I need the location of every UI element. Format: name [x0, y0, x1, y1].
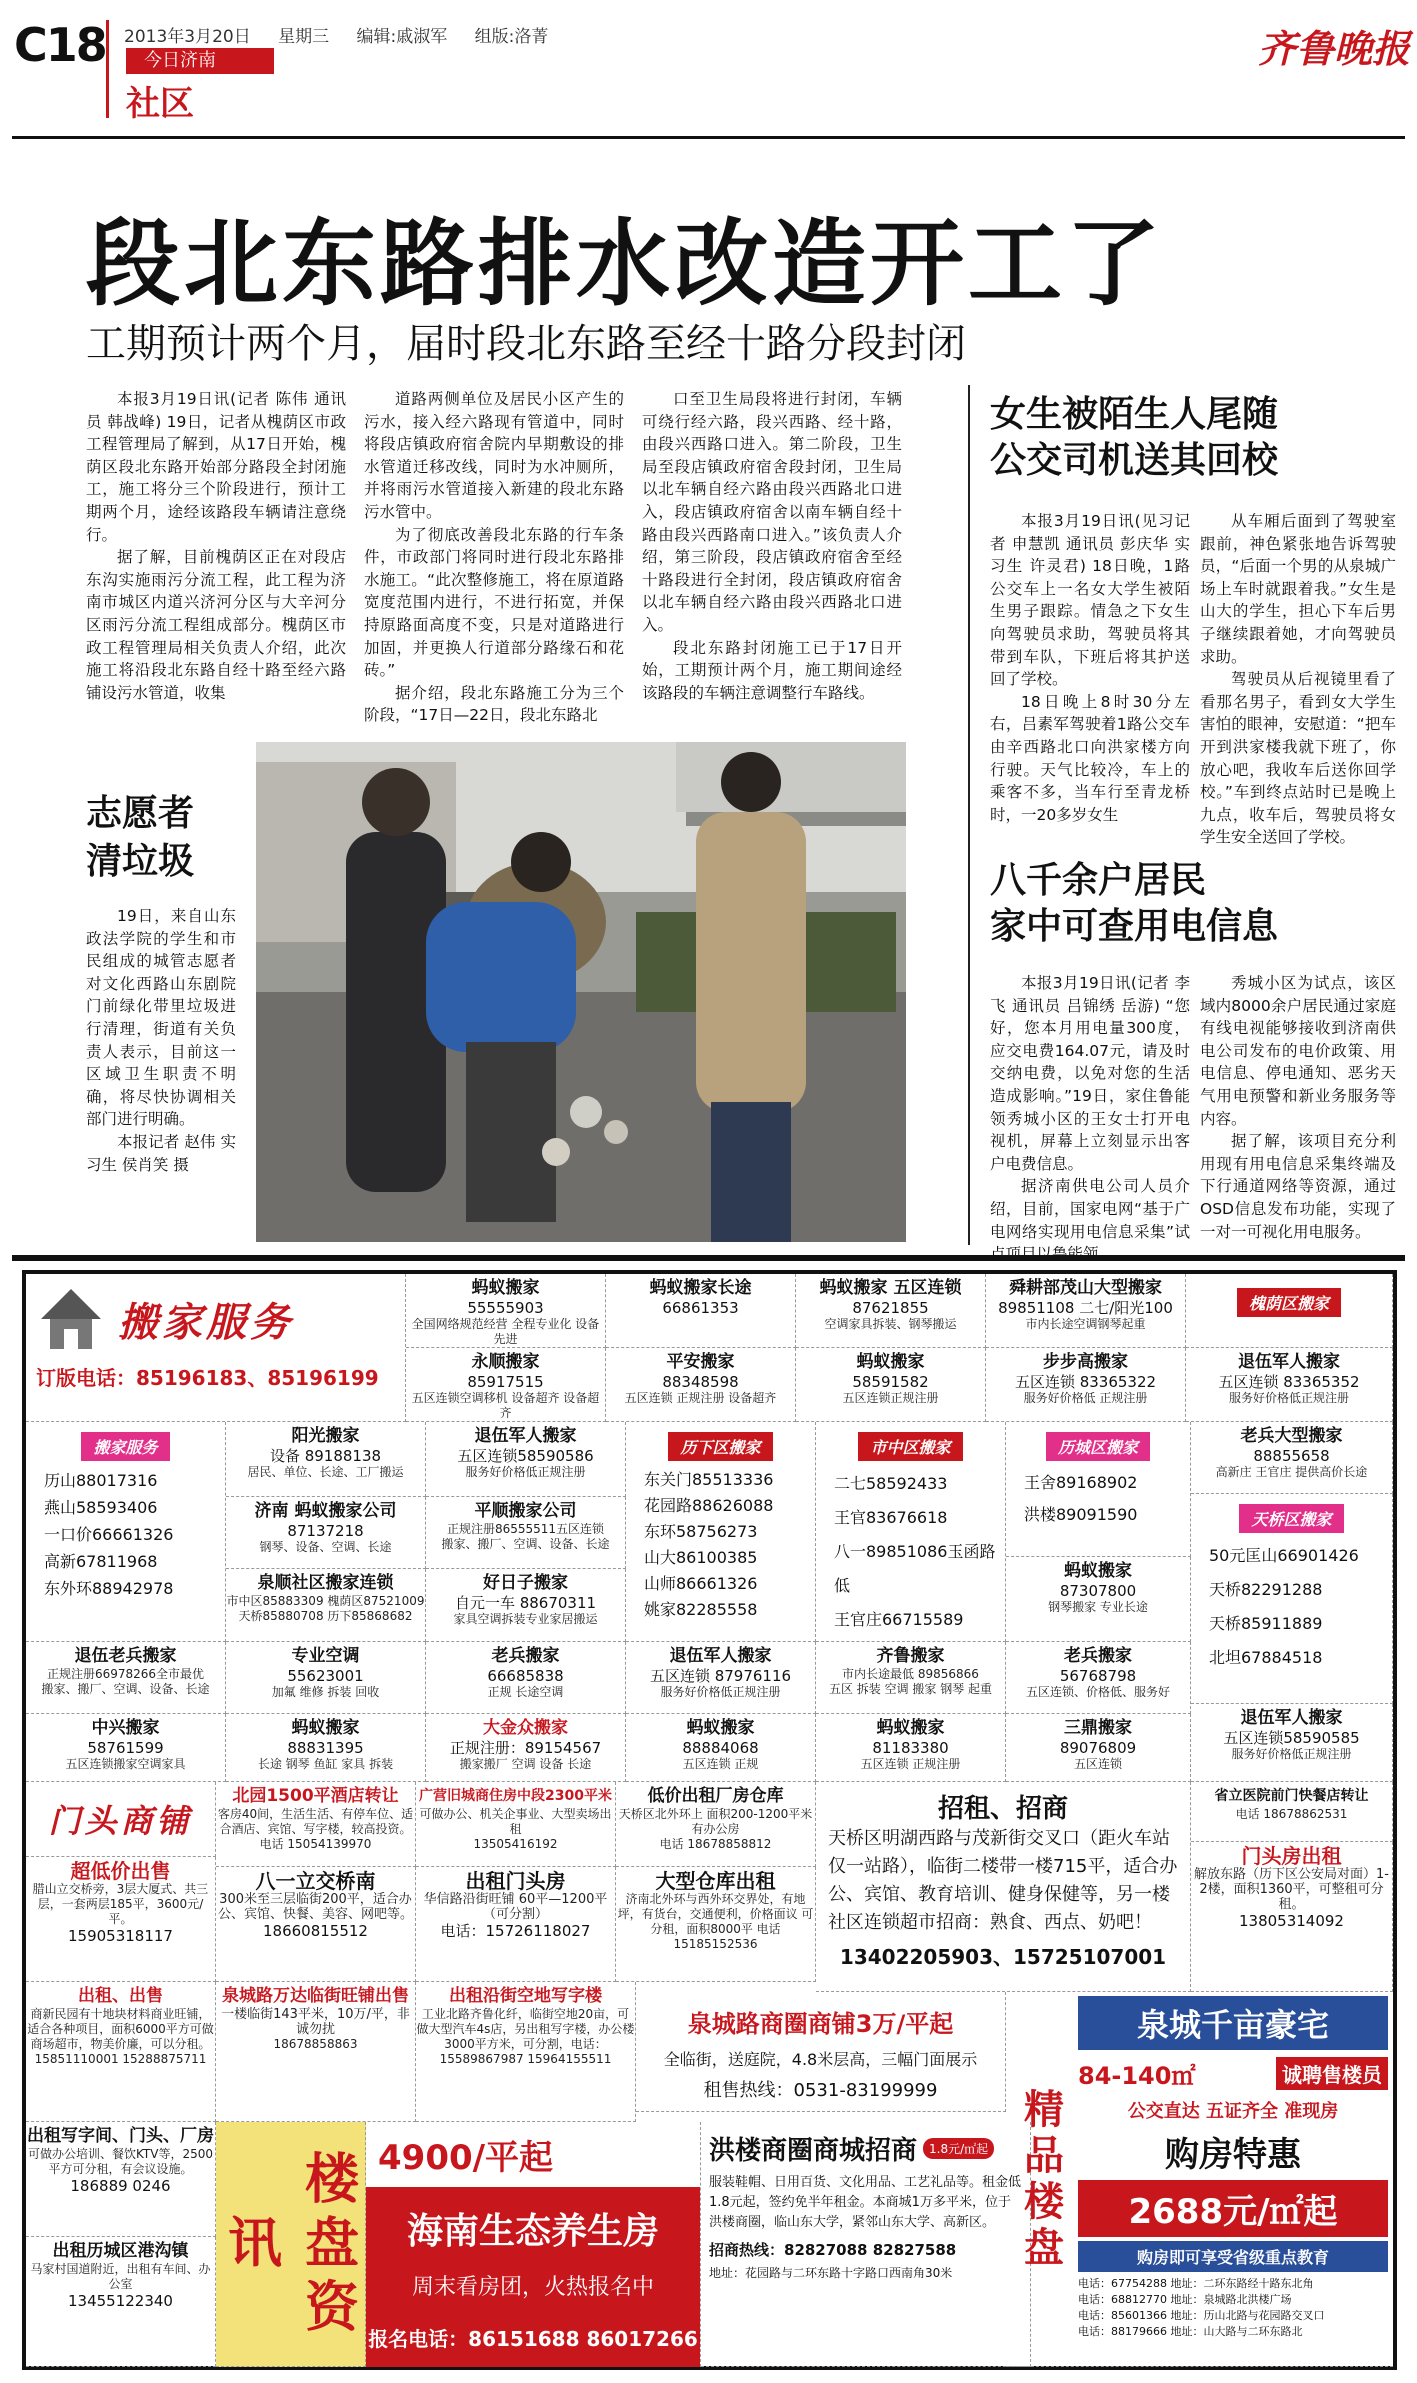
ad-cell: 蚂蚁搬家 88884068 五区连锁 正规 [626, 1714, 816, 1782]
shizhong-list: 市中区搬家 二七58592433 王官83676618 八一89851086玉函路低 王官庄66715589 [816, 1422, 1006, 1642]
qianmu-promo: 购房特惠 [1165, 2135, 1301, 2175]
main-col-3 [642, 388, 902, 733]
estate-title: 楼盘资讯 [219, 2150, 361, 2342]
ad-cell: 好日子搬家 自元一车 88670311 家具空调拆装专业家居搬运 [426, 1569, 626, 1642]
honglou-title: 洪楼商圈商城招商 [709, 2136, 918, 2166]
designer: 组版:洛菁 [474, 27, 549, 47]
paragraph: 为了彻底改善段北东路的行车条件，市政部门将同时进行段北东路排水施工。“此次整修施工，将在原道路宽度范围内进行，不进行拓宽，并保持原路面高度不变，只是对道路进行加固，并更换人行道部分路缘石和花砖。” [364, 525, 624, 680]
shop-ad: 门头房出租 解放东路（历下区公安局对面）1-2楼，面积1360平，可整租可分租。 13805314092 [1191, 1842, 1393, 1992]
qianmu-school: 购房即可享受省级重点教育 [1078, 2241, 1388, 2272]
ad-cell: 蚂蚁搬家 五区连锁 87621855 空调家具拆装、钢琴搬运 [796, 1274, 986, 1348]
honglou-badge: 1.8元/㎡起 [923, 2138, 994, 2159]
ad-cell: 蚂蚁搬家长途 66861353 [606, 1274, 796, 1348]
lixiaqu-list: 历下区搬家 东关门85513336 花园路88626088 东环58756273 山大86100385 山师86661326 姚家82285558 [626, 1422, 816, 1642]
ad-cell: 蚂蚁搬家 58591582 五区连锁正规注册 [796, 1348, 986, 1422]
ad-cell: 退伍军人搬家 五区连锁 83365352 服务好价格低正规注册 [1186, 1348, 1393, 1422]
ad-cell: 退伍军人搬家 五区连锁58590585 服务好价格低正规注册 [1191, 1704, 1393, 1782]
caption-credit: 本报记者 赵伟 实习生 侯肖笑 摄 [86, 1132, 236, 1174]
ad-cell: 平安搬家 88348598 五区连锁 正规注册 设备超齐 [606, 1348, 796, 1422]
moving-banner [26, 1274, 406, 1422]
ad-cell: 泉顺社区搬家连锁 市中区85883309 槐荫区87521009 天桥85880708 历下85868682 [226, 1569, 426, 1642]
header-rule [12, 136, 1405, 139]
qianmu-side: 精品楼盘 [1017, 2087, 1064, 2272]
ad-cell: 退伍军人搬家 五区连锁58590586 服务好价格低正规注册 [426, 1422, 626, 1497]
paragraph: 段北东路封闭施工已于17日开始，工期预计两个月，施工期间途经该路段的车辆注意调整行车路线。 [642, 638, 902, 702]
qianmu-contacts: 电话：67754288 地址：二环东路经十路东北角 电话：68812770 地址：泉城路北洪楼广场 电话：85601366 地址：历山北路与花园路交叉口 电话：88179666 地址：山大路与二环东路北 [1078, 2277, 1325, 2338]
paragraph: 据介绍，段北东路施工分为三个阶段，“17日—22日，段北东路北 [364, 683, 624, 725]
header-divider [106, 20, 109, 118]
ad-cell: 蚂蚁搬家 55555903 全国网络规范经营 全程专业化 设备先进 [406, 1274, 606, 1348]
page-number: C18 [14, 18, 106, 72]
ad-cell: 槐荫区搬家 [1186, 1274, 1393, 1348]
story3-col-1 [990, 972, 1190, 1247]
paragraph: 驾驶员从后视镜里看了看那名男子，看到女大学生害怕的眼神，安慰道：“把车开到洪家楼我就下班了，你放心吧，我收车后送你回学校。”车到终点站时已是晚上九点，收车后，驾驶员将女学生安全送回了学校。 [1200, 670, 1396, 847]
shop-ad: 出租历城区港沟镇 马家村国道附近，出租有车间、办公室 13455122340 [26, 2237, 216, 2367]
shop-ad: 八一立交桥南 300米至三层临街200平，适合办公、宾馆、快餐、美容、网吧等。 18660815512 [216, 1867, 416, 1982]
ad-cell: 专业空调 55623001 加氟 维修 拆装 回收 [226, 1642, 426, 1714]
paragraph: 从车厢后面到了驾驶室跟前，神色紧张地告诉驾驶员，“后面一个男的从泉城广场上车时就跟着我。”女生是山大的学生，担心下车后男子继续跟着她，才向驾驶员求助。 [1200, 512, 1396, 666]
story3-title-line1: 八千余户居民 [990, 860, 1207, 901]
shop-ad: 省立医院前门快餐店转让 电话 18678862531 [1191, 1782, 1393, 1842]
shop-ad: 泉城路万达临街旺铺出售 一楼临街143平米，10万/平，非诚勿扰 18678858863 [216, 1982, 416, 2122]
qianmu-hire: 诚聘售楼员 [1276, 2057, 1388, 2090]
ad-cell: 齐鲁搬家 市内长途最低 89856866 五区 拆装 空调 搬家 钢琴 起重 [816, 1642, 1006, 1714]
newspaper-logo: 齐鲁晚报 [1258, 26, 1411, 71]
hainan-ad [366, 2122, 701, 2367]
shop-ad: 出租门头房 华信路沿街旺铺 60平—1200平（可分割） 电话：15726118027 [416, 1867, 616, 1982]
story2-title-line1: 女生被陌生人尾随 [990, 394, 1279, 435]
qianmu-price: 2688元/㎡起 [1078, 2180, 1388, 2237]
hainan-phone: 报名电话：86151688 86017266 [368, 2327, 698, 2351]
qianmu-badges: 公交直达 五证齐全 准现房 [1127, 2101, 1339, 2122]
ad-cell: 蚂蚁搬家 88831395 长途 钢琴 鱼缸 家具 拆装 [226, 1714, 426, 1782]
editor: 编辑:戚淑军 [356, 27, 448, 47]
headline: 段北东路排水改造开工了 [86, 210, 1165, 319]
ad-cell: 中兴搬家 58761599 五区连锁搬家空调家具 [26, 1714, 226, 1782]
ad-cell: 步步高搬家 五区连锁 83365322 服务好价格低 正规注册 [986, 1348, 1186, 1422]
subheadline: 工期预计两个月，届时段北东路至经十路分段封闭 [86, 321, 966, 367]
ad-cell: 阳光搬家 设备 89188138 居民、单位、长途、工厂搬运 [226, 1422, 426, 1497]
qianmu-ad [1006, 1992, 1393, 2367]
story3-col-2 [1200, 972, 1396, 1247]
ad-cell: 济南 蚂蚁搬家公司 87137218 钢琴、设备、空调、长途 [226, 1497, 426, 1569]
weekday: 星期三 [278, 27, 330, 47]
paragraph: 秀城小区为试点，该区域内8000余户居民通过家庭有线电视能够接收到济南供电公司发布的电价政策、用电信息、停电通知、恶劣天气用电预警和新业务服务等内容。 [1200, 974, 1396, 1128]
honglou-phone: 招商热线：82827088 82827588 [709, 2241, 957, 2259]
volunteer-caption [86, 905, 236, 1235]
qianmu-title: 泉城千亩豪宅 [1078, 1996, 1388, 2050]
section-title: 社区 [126, 84, 194, 124]
honglou-text: 服装鞋帽、日用百货、文化用品、工艺礼品等。租金低1.8元起，签约免半年租金。本商城1万多平米，位于洪楼商圈，临山东大学，紧邻山东大学、高新区。 [709, 2175, 1022, 2230]
story2-title [990, 392, 1278, 484]
ad-cell: 三鼎搬家 89076809 五区连锁 [1006, 1714, 1191, 1782]
ad-cell: 大金众搬家 正规注册：89154567 搬家搬厂 空调 设备 长途 [426, 1714, 626, 1782]
qianmu-area: 84-140㎡ [1078, 2062, 1196, 2090]
paragraph: 本报3月19日讯(记者 李飞 通讯员 吕锦绣 岳游) “您好，您本月用电量300度，应交电费164.07元，请及时交纳电费，以免对您的生活造成影响。”19日，家住鲁能领秀城小区的王女士打开电视机，屏幕上立刻显示出客户电费信息。 [990, 974, 1190, 1173]
story2-col-1 [990, 510, 1190, 840]
shop-banner: 门头商铺 [26, 1782, 216, 1857]
ad-cell: 舜耕部茂山大型搬家 89851108 二七/阳光100 市内长途空调钢琴起重 [986, 1274, 1186, 1348]
ad-cell: 老兵大型搬家 88855658 高新庄 王官庄 提供高价长途 [1191, 1422, 1393, 1494]
story3-title-line2: 家中可查用电信息 [990, 906, 1279, 947]
shop-ad: 超低价出售 腊山立交桥旁，3层大厦式、共三层，一套两层185平，3600元/平。 15905318117 [26, 1857, 216, 1982]
moving-title: 搬家服务 [118, 1298, 294, 1346]
estate-banner [216, 2122, 366, 2367]
shop-ad: 出租写字间、门头、厂房 可做办公培训、餐饮KTV等，2500平方可分租，有会议设施。 186889 0246 [26, 2122, 216, 2237]
story2-title-line2: 公交司机送其回校 [990, 440, 1279, 481]
paragraph: 据了解，该项目充分利用现有用电信息采集终端及下行通道网络等资源，通过OSD信息发布功能，实现了一对一可视化用电服务。 [1200, 1132, 1396, 1241]
caption-text: 19日，来自山东政法学院的学生和市民组成的城管志愿者对文化西路山东剧院门前绿化带里垃圾进行清理，街道有关负责人表示，目前这一区域卫生职责不明确，将尽快协调相关部门进行明确。 [86, 907, 236, 1129]
ad-cell: 老兵搬家 56768798 五区连锁、价格低、服务好 [1006, 1642, 1191, 1714]
ad-cell: 蚂蚁搬家 81183380 五区连锁 正规注册 [816, 1714, 1006, 1782]
hainan-price: 4900/平起 [366, 2122, 700, 2187]
main-col-2 [364, 388, 624, 733]
volunteer-title-line1: 志愿者 [86, 793, 195, 834]
lixia-list: 搬家服务 历山88017316 燕山58593406 一口价66661326 高新67811968 东外环88942978 [26, 1422, 226, 1642]
shop-ad: 出租、出售 商新民园有十地块材料商业旺铺，适合各种项目，面积6000平方可做商场超市，物美价廉，可以分租。 15851110001 15288875711 [26, 1982, 216, 2122]
paragraph: 口至卫生局段将进行封闭，车辆可绕行经六路，段兴西路、经十路，由段兴西路口进入。第二阶段，卫生局至段店镇政府宿舍段封闭，卫生局以北车辆自经六路由段兴西路北口进入，段店镇政府宿舍以南车辆自经十路由段兴西路南口进入。”该负责人介绍，第三阶段，段店镇政府宿舍至经十路段进行全封闭，段店镇政府宿舍以北车辆自经六路由段兴西路北口进入。 [642, 390, 902, 634]
paragraph: 据了解，目前槐荫区正在对段店东沟实施雨污分流工程，此工程为济南市城区内道兴济河分区与大辛河分区雨污分流工程组成部分。槐荫区市政工程管理局相关负责人介绍，此次施工将沿段北东路自经十路至经六路铺设污水管道，收集 [86, 548, 346, 702]
header-meta [124, 22, 570, 47]
ad-cell: 平顺搬家公司 正规注册86555511五区连锁 搬家、搬厂、空调、设备、长途 [426, 1497, 626, 1569]
ad-cell: 老兵搬家 66685838 正规 长途空调 [426, 1642, 626, 1714]
moving-phone: 订版电话：85196183、85196199 [36, 1366, 379, 1390]
honglou-ad [701, 2122, 1031, 2367]
shop-ad: 出租沿街空地写字楼 工业北路齐鲁化纤，临街空地20亩，可做大型汽车4s店，另出租写字楼，办公楼3000平方米，可分割，电话： 15589867987 15964155511 [416, 1982, 636, 2122]
honglou-addr: 地址：花园路与二环东路十字路口西南角30米 [709, 2266, 953, 2280]
paragraph: 本报3月19日讯(见习记者 申慧凯 通讯员 彭庆华 实习生 许灵君) 18日晚，1路公交车上一名女大学生被陌生男子跟踪。情急之下女生向驾驶员求助，驾驶员将其带到车队，下班后将其护送回了学校。 [990, 512, 1190, 689]
main-col-1 [86, 388, 346, 733]
shop-ad: 大型仓库出租 济南北外环与西外环交界处，有地坪，有货台，交通便利，价格面议 可分租，面积8000平 电话 15185152536 [616, 1867, 816, 1982]
paragraph: 道路两侧单位及居民小区产生的污水，接入经六路现有管道中，同时将段店镇政府宿舍院内早期敷设的排水管道迁移改线，同时为水冲厕所，并将雨污水管道接入新建的段北东路污水管中。 [364, 390, 624, 521]
ad-cell: 蚂蚁搬家 87307800 钢琴搬家 专业长途 [1006, 1557, 1191, 1642]
house-icon [36, 1284, 106, 1354]
paragraph: 18日晚上8时30分左右，吕素军驾驶着1路公交车由辛西路北口向洪家楼方向行驶。天气比较冷，车上的乘客不多，当车行至青龙桥时，一20多岁女生 [990, 692, 1190, 824]
volunteer-title-line2: 清垃圾 [86, 841, 195, 882]
licheng-list: 历城区搬家 王舍89168902 洪楼89091590 [1006, 1422, 1191, 1557]
hainan-sub: 周末看房团，火热报名中 [411, 2275, 654, 2300]
paragraph: 据济南供电公司人员介绍，目前，国家电网“基于广电网络实现用电信息采集”试 [990, 1177, 1190, 1241]
volunteer-title [86, 790, 194, 886]
ad-cell: 退伍军人搬家 五区连锁 87976116 服务好价格低正规注册 [626, 1642, 816, 1714]
story3-title [990, 858, 1278, 950]
ad-cell: 退伍老兵搬家 正规注册66978266全市最优 搬家、搬厂、空调、设备、长途 [26, 1642, 226, 1714]
shop-ad: 北园1500平酒店转让 客房40间，生活生活、有停车位、适合酒店、宾馆、写字楼，较高投资。 电话 15054139970 [216, 1782, 416, 1867]
ad-cell: 永顺搬家 85917515 五区连锁空调移机 设备超齐 设备超齐 [406, 1348, 606, 1422]
shop-ad-featured: 招租、招商 天桥区明湖西路与茂新街交叉口（距火车站仅一站路），临街二楼带一楼715平，适合办公、宾馆、教育培训、健身保健等，另一楼社区连锁超市招商：熟食、西点、奶吧！ 13402205903、15725107001 [816, 1782, 1191, 1992]
hainan-name: 海南生态养生房 [406, 2211, 659, 2252]
story2-col-2 [1200, 510, 1396, 847]
classified-ads [22, 1270, 1397, 2370]
ads-divider [12, 1255, 1405, 1261]
column-rule [968, 385, 970, 1245]
column-tag: 今日济南 [126, 48, 274, 74]
volunteer-photo [256, 742, 906, 1242]
paragraph: 本报3月19日讯(记者 陈伟 通讯员 韩战峰) 19日，记者从槐荫区市政工程管理局了解到，从17日开始，槐荫区段北东路开始部分路段全封闭施工，施工将分三个阶段进行，预计工期两个月，途经该路段车辆请注意绕行。 [86, 390, 346, 544]
date: 2013年3月20日 [124, 27, 251, 47]
shop-ad: 泉城路商圈商铺3万/平起 全临街，送庭院，4.8米层高，三幅门面展示 租售热线：0531-83199999 [636, 1992, 1006, 2112]
tianqiao-list: 天桥区搬家 50元匡山66901426 天桥82291288 天桥85911889 北坦67884518 [1191, 1494, 1393, 1704]
shop-ad: 低价出租厂房仓库 天桥区北外环上 面积200-1200平米 有办公房 电话 18678858812 [616, 1782, 816, 1867]
shop-ad: 广营旧城商住房中段2300平米 可做办公、机关企事业、大型卖场出租 13505416192 [416, 1782, 616, 1867]
